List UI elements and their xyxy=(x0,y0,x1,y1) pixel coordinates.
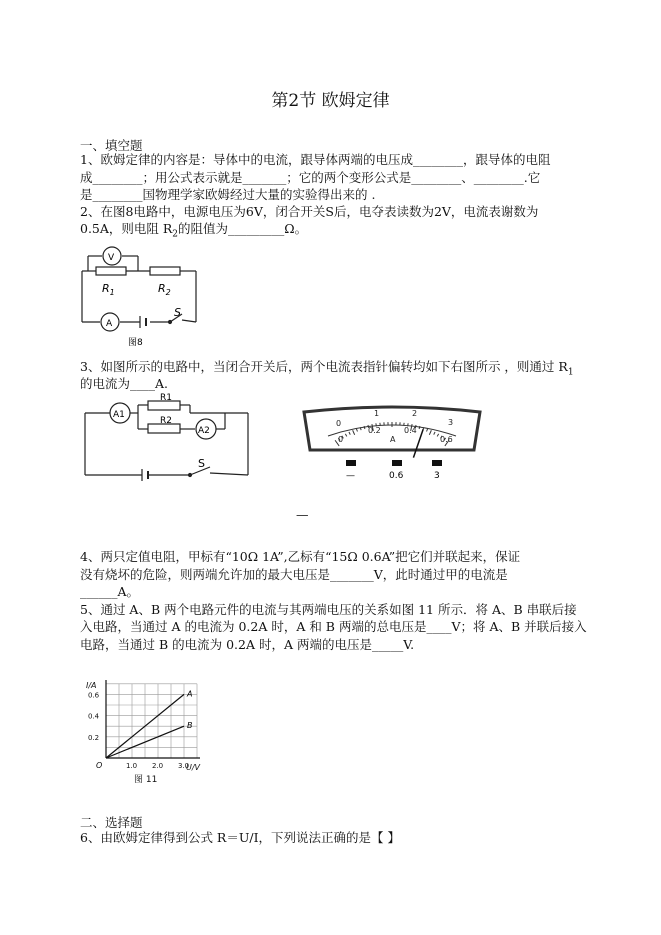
terminal-minus-block xyxy=(346,460,356,466)
q4-line1: 4、两只定值电阻，甲标有“10Ω 1A”,乙标有“15Ω 0.6A”把它们并联起来，保证 xyxy=(80,549,521,564)
a2-label: A2 xyxy=(198,426,210,436)
scale-top-0: 0 xyxy=(336,419,342,428)
q4-line3: ______A。 xyxy=(80,584,140,599)
scale-top-3: 3 xyxy=(448,418,454,427)
series-label-A: A xyxy=(187,689,193,699)
r1-label: R1 xyxy=(160,393,172,403)
q3-line1: 3、如图所示的电路中，当闭合开关后，两个电流表指针偏转均如下右图所示 ，则通过 $R_1$ xyxy=(80,359,574,378)
scale-bottom-3: 0.6 xyxy=(440,435,453,444)
scale-bottom-0: 0 xyxy=(338,435,344,444)
x-axis-label: U/V xyxy=(186,763,201,772)
terminal-3: 3 xyxy=(434,471,440,480)
q3-line2: 的电流为____A. xyxy=(80,376,169,391)
q2-line2: 0.5A，则电阻 $R_2$的阻值为_________Ω。 xyxy=(80,221,308,240)
q1-line2: 成________；用公式表示就是_______；它的两个变形公式是________、________.它 xyxy=(80,170,541,185)
series-label-B: B xyxy=(187,721,193,731)
figure-11-graph xyxy=(80,676,210,786)
scale-top-2: 2 xyxy=(412,409,418,418)
r2-label: R2 xyxy=(160,416,172,426)
page-title: 第2节 欧姆定律 xyxy=(271,91,390,111)
switch-label: S xyxy=(174,306,181,319)
section-heading-fill-blank: 一、填空题 xyxy=(80,138,143,153)
r2-label: $R_2$ xyxy=(158,282,171,297)
switch-label: S xyxy=(198,457,205,470)
a1-label: A1 xyxy=(113,410,125,420)
terminal-06-block xyxy=(392,460,402,466)
q5-line1: 5、通过 A、B 两个电路元件的电流与其两端电压的关系如图 11 所示．将 A、B 串联后接 xyxy=(80,602,577,617)
origin-label: O xyxy=(96,761,103,770)
stray-mark: — xyxy=(296,507,309,522)
q6-text: 6、由欧姆定律得到公式 R＝U/I，下列说法正确的是【 】 xyxy=(80,830,400,845)
scale-bottom-1: 0.2 xyxy=(368,426,381,435)
scale-bottom-2: 0.4 xyxy=(404,426,417,435)
q5-line2: 入电路，当通过 A 的电流为 0.2A 时，A 和 B 两端的总电压是____V；将 A、B 并联后接入 xyxy=(80,619,587,634)
y-tick-label: 0.4 xyxy=(88,712,100,721)
q1-line3: 是________国物理学家欧姆经过大量的实验得出来的 . xyxy=(80,187,376,202)
unit-label: A xyxy=(390,435,396,444)
figure-8-caption: 图8 xyxy=(128,338,143,348)
x-tick-label: 3.0 xyxy=(178,762,190,770)
y-tick-label: 0.6 xyxy=(88,691,100,700)
figure-11-caption: 图 11 xyxy=(134,775,158,785)
figure-8-circuit xyxy=(78,242,200,348)
terminal-3-block xyxy=(432,460,442,466)
scale-top-1: 1 xyxy=(374,409,380,418)
q5-line3: 电路，当通过 B 的电流为 0.2A 时，A 两端的电压是_____V. xyxy=(80,637,415,652)
section-heading-multiple-choice: 二、选择题 xyxy=(80,815,143,830)
voltmeter-label: V xyxy=(108,253,115,263)
y-tick-label: 0.2 xyxy=(88,733,100,742)
q2-line1: 2、在图8电路中，电源电压为6V，闭合开关S后，电夺表读数为2V，电流表谢数为 xyxy=(80,204,539,219)
ammeter-dial xyxy=(298,400,486,480)
x-tick-label: 1.0 xyxy=(126,762,138,770)
terminal-06: 0.6 xyxy=(389,471,404,480)
ammeter-label: A xyxy=(106,319,113,329)
terminal-minus: — xyxy=(346,471,355,480)
r1-label: $R_1$ xyxy=(102,282,115,297)
q3-circuit xyxy=(80,393,258,481)
q1-line1: 1、欧姆定律的内容是：导体中的电流，跟导体两端的电压成________，跟导体的电阻 xyxy=(80,152,551,167)
y-axis-label: I/A xyxy=(86,681,97,690)
q4-line2: 没有烧坏的危险，则两端允许加的最大电压是_______V，此时通过甲的电流是 xyxy=(80,567,508,582)
x-tick-label: 2.0 xyxy=(152,762,164,770)
